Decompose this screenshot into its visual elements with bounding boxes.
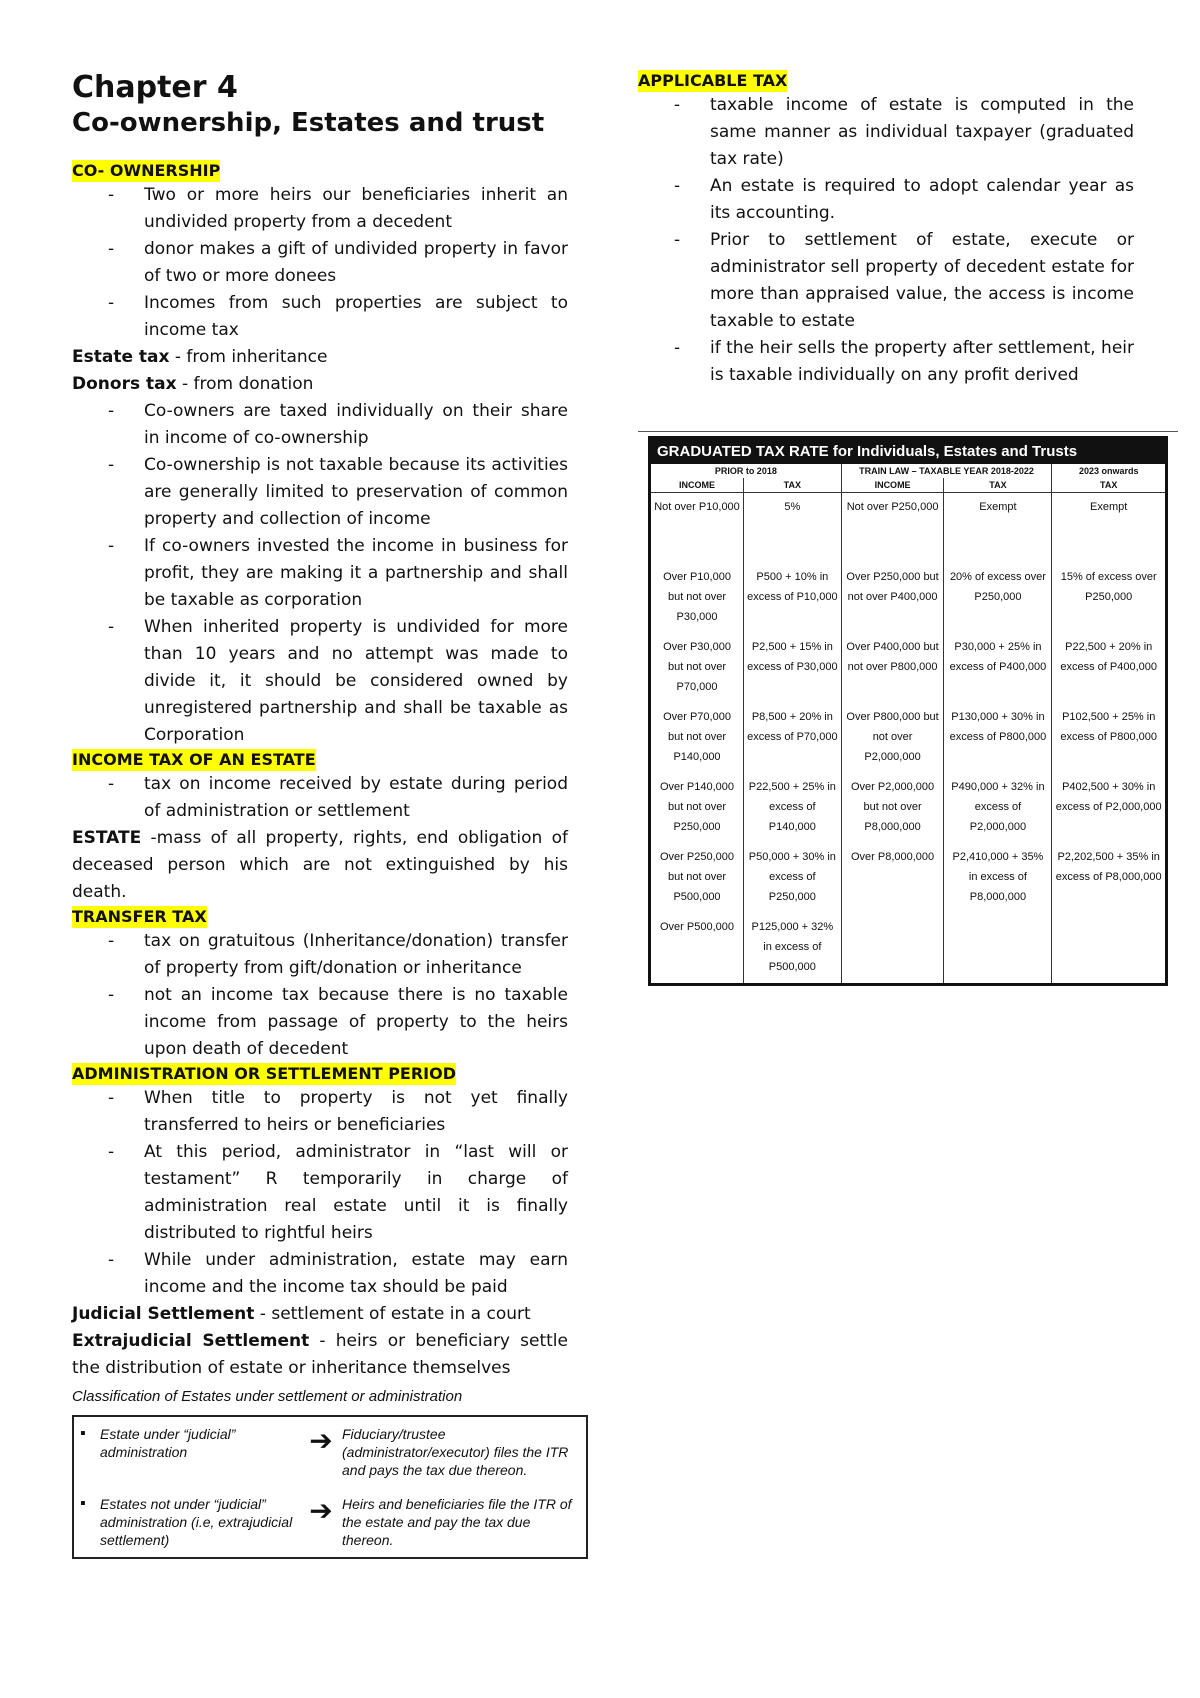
list-item: - tax on gratuitous (Inheritance/donation) transfer of property from gift/donation or inheritance — [108, 931, 568, 978]
table-cell: P125,000 + 32% in excess of P500,000 — [744, 913, 842, 983]
list-item: - If co-owners invested the income in business for profit, they are making it a partnership and shall be taxable as corporation — [108, 536, 568, 610]
table-cell — [1052, 913, 1165, 983]
group-header: PRIOR to 2018 — [714, 466, 777, 476]
table-row — [651, 843, 1165, 913]
table-cell: Over P8,000,000 — [841, 843, 944, 913]
group-header: TRAIN LAW – TAXABLE YEAR 2018-2022 — [841, 464, 1052, 478]
list-item: - donor makes a gift of undivided property in favor of two or more donees — [108, 239, 568, 286]
table-cell: Over P140,000 but not over P250,000 — [660, 781, 734, 833]
graduated-tax-table — [648, 436, 1168, 986]
table-cell: 5% — [744, 493, 842, 564]
list-item: - tax on income received by estate during period of administration or settlement — [108, 774, 568, 821]
table-cell: P22,500 + 20% in excess of P400,000 — [1052, 633, 1165, 703]
list-item: - When inherited property is undivided for more than 10 years and no attempt was made to divide it, it should be considered owned by unregistered partnership and shall be taxable as Corporation — [108, 617, 568, 745]
donors-tax-def: Donors tax - from donation — [72, 374, 314, 394]
classification-right: Fiduciary/trustee (administrator/executor) files the ITR and pays the tax due thereon. — [342, 1426, 569, 1478]
group-header: 2023 onwards — [1052, 464, 1165, 478]
column-header: INCOME — [651, 478, 744, 493]
donors-list — [72, 398, 568, 749]
list-item: - While under administration, estate may earn income and the income tax should be paid — [108, 1250, 568, 1297]
table-row — [651, 773, 1165, 843]
chapter-title: Chapter 4 — [72, 70, 238, 105]
table-cell: P2,500 + 15% in excess of P30,000 — [744, 633, 842, 703]
list-item: - taxable income of estate is computed in the same manner as individual taxpayer (graduated tax rate) — [674, 95, 1134, 169]
classification-caption: Classification of Estates under settlement or administration — [72, 1388, 463, 1405]
transfer-tax-heading: TRANSFER TAX — [72, 907, 207, 926]
list-item: - if the heir sells the property after settlement, heir is taxable individually on any profit derived — [674, 338, 1134, 385]
table-row — [651, 633, 1165, 703]
table-cell: P102,500 + 25% in excess of P800,000 — [1052, 703, 1165, 773]
table-cell: P402,500 + 30% in excess of P2,000,000 — [1052, 773, 1165, 843]
left-column — [72, 70, 572, 1559]
list-item: - At this period, administrator in “last will or testament” R temporarily in charge of administration real estate until it is finally distributed to rightful heirs — [108, 1142, 568, 1243]
admin-period-list — [72, 1085, 568, 1301]
estate-tax-def: Estate tax - from inheritance — [72, 347, 328, 367]
extrajudicial-settlement-def: Extrajudicial Settlement - heirs or beneficiary settle the distribution of estate or inheritance themselves — [72, 1331, 568, 1378]
column-header: TAX — [1052, 478, 1165, 493]
table-cell: P30,000 + 25% in excess of P400,000 — [944, 633, 1052, 703]
list-item: - not an income tax because there is no taxable income from passage of property to the heirs upon death of decedent — [108, 985, 568, 1059]
list-item: - Co-ownership is not taxable because its activities are generally limited to preservation of common property and collection of income — [108, 455, 568, 529]
list-item: - Two or more heirs our beneficiaries inherit an undivided property from a decedent — [108, 185, 568, 232]
column-header: INCOME — [841, 478, 944, 493]
right-column — [638, 70, 1134, 389]
classification-right: Heirs and beneficiaries file the ITR of the estate and pay the tax due thereon. — [342, 1496, 572, 1548]
chapter-subtitle: Co-ownership, Estates and trust — [72, 108, 545, 138]
classification-box — [72, 1415, 588, 1559]
divider — [638, 431, 1178, 432]
classification-row — [74, 1417, 586, 1487]
income-tax-estate-heading: INCOME TAX OF AN ESTATE — [72, 750, 316, 769]
income-tax-estate-list — [72, 771, 568, 825]
table-cell: Exempt — [944, 493, 1052, 564]
table-cell — [944, 913, 1052, 983]
table-cell: Over P30,000 but not over P70,000 — [663, 641, 731, 693]
co-ownership-heading: CO- OWNERSHIP — [72, 161, 221, 180]
classification-row — [74, 1487, 586, 1557]
table-cell: 20% of excess over P250,000 — [944, 563, 1052, 633]
table-cell: Over P2,000,000 but not over P8,000,000 — [841, 773, 944, 843]
table-cell: P2,202,500 + 35% in excess of P8,000,000 — [1052, 843, 1165, 913]
table-cell: P500 + 10% in excess of P10,000 — [744, 563, 842, 633]
column-header: TAX — [944, 478, 1052, 493]
arrow-right-icon: ➔ — [309, 1425, 333, 1456]
table-cell: P22,500 + 25% in excess of P140,000 — [744, 773, 842, 843]
table-row — [651, 703, 1165, 773]
applicable-tax-list — [638, 92, 1134, 389]
table-row — [651, 563, 1165, 633]
estate-definition: ESTATE -mass of all property, rights, end obligation of deceased person which are not extinguished by his death. — [72, 828, 568, 902]
table-cell: Over P800,000 but not over P2,000,000 — [841, 703, 944, 773]
list-item: - Incomes from such properties are subject to income tax — [108, 293, 568, 340]
applicable-tax-heading: APPLICABLE TAX — [638, 71, 788, 90]
column-header: TAX — [744, 478, 842, 493]
table-cell: Over P250,000 but not over P400,000 — [841, 563, 944, 633]
list-item: - An estate is required to adopt calendar year as its accounting. — [674, 176, 1134, 223]
table-cell: Over P70,000 but not over P140,000 — [663, 711, 731, 763]
table-cell: 15% of excess over P250,000 — [1052, 563, 1165, 633]
table-cell: Not over P10,000 — [654, 501, 740, 513]
table-row — [651, 913, 1165, 983]
judicial-settlement-def: Judicial Settlement - settlement of estate in a court — [72, 1304, 531, 1324]
list-item: - Co-owners are taxed individually on their share in income of co-ownership — [108, 401, 568, 448]
table-cell: Over P250,000 but not over P500,000 — [660, 851, 734, 903]
transfer-tax-list — [72, 928, 568, 1063]
table-cell: Not over P250,000 — [841, 493, 944, 564]
co-ownership-list — [72, 182, 568, 344]
table-cell: P8,500 + 20% in excess of P70,000 — [744, 703, 842, 773]
table-cell — [841, 913, 944, 983]
list-item: - When title to property is not yet finally transferred to heirs or beneficiaries — [108, 1088, 568, 1135]
table-cell: Over P10,000 but not over P30,000 — [663, 571, 731, 623]
table-cell: Over P500,000 — [660, 921, 734, 933]
bullet-icon: ▪ — [80, 1425, 86, 1442]
table-cell: Over P400,000 but not over P800,000 — [841, 633, 944, 703]
table-cell: Exempt — [1052, 493, 1165, 564]
bullet-icon: ▪ — [80, 1495, 86, 1512]
list-item: - Prior to settlement of estate, execute or administrator sell property of decedent estate for more than appraised value, the access is income taxable to estate — [674, 230, 1134, 331]
classification-left: Estate under “judicial” administration — [100, 1426, 236, 1460]
table-cell: P490,000 + 32% in excess of P2,000,000 — [944, 773, 1052, 843]
table-cell: P50,000 + 30% in excess of P250,000 — [744, 843, 842, 913]
admin-period-heading: ADMINISTRATION OR SETTLEMENT PERIOD — [72, 1064, 457, 1083]
tax-table-title: GRADUATED TAX RATE for Individuals, Estates and Trusts — [651, 439, 1165, 464]
table-cell: P2,410,000 + 35% in excess of P8,000,000 — [944, 843, 1052, 913]
classification-left: Estates not under “judicial” administration (i.e, extrajudicial settlement) — [100, 1496, 293, 1548]
arrow-right-icon: ➔ — [309, 1495, 333, 1526]
table-cell: P130,000 + 30% in excess of P800,000 — [944, 703, 1052, 773]
table-row — [651, 493, 1165, 564]
